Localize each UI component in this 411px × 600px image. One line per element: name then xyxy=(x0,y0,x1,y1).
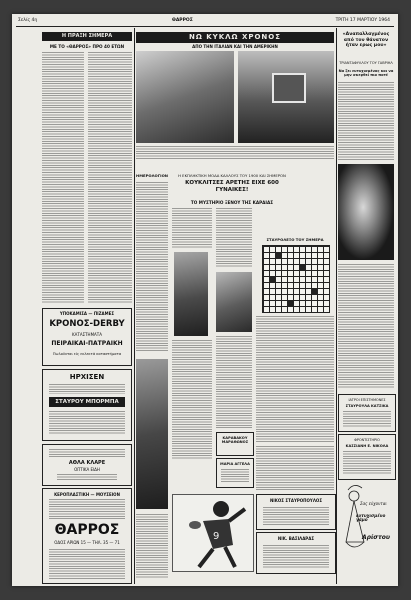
ad-athla-text xyxy=(49,449,125,457)
box-vasilaras-name: ΝΙΚ. ΒΑΣΙΛΑΡΑΣ xyxy=(277,536,315,541)
column-rule-1 xyxy=(134,28,135,584)
box-frontistirio-name: ΚΑΣΣΙΑΝΗ Ε. ΝΙΚΟΛΑ xyxy=(345,444,389,448)
ad-wedding xyxy=(338,482,394,582)
box-marathon-text: ΚΑΡΑΒΑΚΟΥ ΜΑΡΑΘΩΝΟΣ xyxy=(221,436,249,444)
mid-kicker: Η ΕΚΠΛΗΚΤΙΚΗ ΜΟΔΑ ΚΑΛΛΟΥΣ ΤΟΥ 1900 ΚΑΙ ΣΗΜΕΡΟΝ xyxy=(178,173,286,178)
newspaper-page xyxy=(12,14,398,586)
ad-athla-sub: ΟΠΤΙΚΑ ΕΙΔΗ xyxy=(74,467,100,472)
ad-wedding-line3: Αρίστου xyxy=(362,534,390,541)
box-maria xyxy=(216,458,254,488)
mid-text-2 xyxy=(172,340,212,460)
ad-tharros-text2 xyxy=(49,549,125,579)
mid-text-3 xyxy=(216,208,252,268)
box-vasilaras xyxy=(256,532,336,574)
photo-assembly-hall xyxy=(136,51,234,143)
ad-hrxisen-brand: ΣΤΑΥΡΟΥ ΜΠΟΡΜΠΑ xyxy=(49,397,125,407)
ad-kronos-note: Πωλούνται είς εκλεκτά καταστήματα xyxy=(52,352,122,356)
mid-subhead: ΤΟ ΜΥΣΤΗΡΙΟ ΞΕΝΟΥ ΤΗΣ ΚΑΡΔΙΑΣ xyxy=(190,200,274,205)
right-text-1 xyxy=(338,82,394,160)
ad-hrxisen-text1 xyxy=(49,384,125,394)
football-player-illustration xyxy=(172,494,254,572)
mid-text-4 xyxy=(216,336,252,428)
ad-kronos-brand: ΚΡΟΝΟΣ-DERBY xyxy=(49,319,125,329)
center-right-text xyxy=(256,446,334,490)
box-doctors-lines xyxy=(343,411,391,427)
framed-picture xyxy=(272,73,306,103)
header-rule xyxy=(16,26,394,27)
page-number: Σελίς 4η xyxy=(18,18,38,23)
crossword-clues xyxy=(256,316,334,442)
calendar-text xyxy=(136,182,168,352)
ad-tharros xyxy=(42,488,132,584)
left-article-text-col2 xyxy=(88,52,132,304)
ad-tharros-text xyxy=(49,499,125,519)
box-frontistirio xyxy=(338,434,396,480)
mid-text-1 xyxy=(172,208,212,248)
center-banner-sub: ΑΠΟ ΤΗΝ ΙΤΑΛΙΑΝ ΚΑΙ ΤΗΝ ΑΜΕΡΙΚΗΝ xyxy=(192,44,278,49)
left-article-text-col1 xyxy=(42,52,84,304)
ad-hrxisen-head: ΗΡΧΙΣΕΝ xyxy=(69,373,105,381)
calendar-head: ΗΜΕΡΟΛΟΓΙΟΝ xyxy=(136,173,168,178)
bride-illustration-icon xyxy=(338,482,394,582)
right-byline: ΤΡΙΑΝΤΑΦΥΛΛΟΥ ΤΟΥ ΓΑΒΡΙΗΛ xyxy=(339,61,393,65)
ad-wedding-line2: ευτυχισμένο γάμο xyxy=(356,513,386,523)
right-subhead: Να ζει ευτυχισμένος και να μην σκεφθεί πια ποτέ xyxy=(338,69,394,78)
box-frontistirio-lines xyxy=(343,451,391,475)
left-article-head: ΜΕ ΤΟ «ΘΑΡΡΟΣ» ΠΡΟ 40 ΕΤΩΝ xyxy=(49,44,125,49)
photo-woman-portrait xyxy=(338,164,394,260)
masthead: ΘΑΡΡΟΣ xyxy=(172,18,193,23)
box-doctors-title: ΙΑΤΡΟΙ ΕΠΙΣΤΗΜΟΝΕΣ xyxy=(348,398,386,402)
ad-athla-text2 xyxy=(57,474,117,481)
right-text-2 xyxy=(338,264,394,388)
photo-fashion-figure xyxy=(216,272,252,332)
center-banner: ΝΩ ΚΥΚΛΩ ΧΡΟΝΟΣ xyxy=(136,32,334,43)
ad-hrxisen xyxy=(42,369,132,441)
ad-kronos-derby xyxy=(42,308,132,366)
box-vasilaras-lines xyxy=(263,545,329,569)
column-rule-2 xyxy=(336,28,337,584)
photo-monument xyxy=(136,359,168,509)
left-title-bar: Η ΠΡΑΞΗ ΣΗΜΕΡΑ xyxy=(42,32,132,41)
ad-tharros-addr: ΟΔΟΣ ΑΡΙΩΝ 15 — ΤΗΛ. 35 — 71 xyxy=(54,540,120,545)
box-stavropoulos xyxy=(256,494,336,530)
box-stavropoulos-lines xyxy=(263,507,329,525)
photo-group-portrait xyxy=(238,51,334,143)
ad-wedding-line1: Σας εύχονται xyxy=(360,501,387,506)
box-maria-text: ΜΑΡΙΑ ΑΓΓΕΛΑ xyxy=(220,462,250,466)
box-frontistirio-title: ΦΡΟΝΤΙΣΤΗΡΙΟ xyxy=(354,438,380,442)
ad-athla-klare xyxy=(42,444,132,486)
ad-hrxisen-text2 xyxy=(49,411,125,435)
monument-text xyxy=(136,514,168,578)
issue-date: ΤΡΙΤΗ 17 ΜΑΡΤΙΟΥ 1964 xyxy=(335,18,390,23)
box-doctors-name: ΣΤΑΥΡΟΥΛΑ ΚΑΤΣΙΚΑ xyxy=(345,404,389,408)
ad-tharros-line: ΚΕΡΟΠΛΑΣΤΙΚΗ — ΜΟΥΣΕΙΟΝ xyxy=(54,492,120,497)
ad-tharros-brand: ΘΑΡΡΟΣ xyxy=(54,522,120,538)
ad-kronos-sub: ΚΑΤΑΣΤΗΜΑΤΑ xyxy=(72,332,102,337)
photo-tribal-woman xyxy=(174,252,208,336)
box-stavropoulos-name: ΝΙΚΟΣ ΣΤΑΥΡΟΠΟΥΛΟΣ xyxy=(269,498,323,503)
ad-kronos-name: ΠΕΙΡΑΙΚΑΙ-ΠΑΤΡΑΙΚΗ xyxy=(51,340,123,347)
ad-athla-name: ΑΘΛΑ ΚΛΑΡΕ xyxy=(68,460,106,466)
svg-text:9: 9 xyxy=(213,531,220,542)
crossword-grid xyxy=(262,245,330,313)
right-headline: «Αναπαλλαγμένος από τον θάνατον ήταν ερως μου» xyxy=(342,32,390,49)
ad-kronos-top: ΥΠΟΚΑΜΙΣΑ — ΠΙΖΑΜΕΣ xyxy=(59,311,115,316)
box-marathon xyxy=(216,432,254,456)
photo-caption xyxy=(136,146,334,160)
crossword-title: ΣΤΑΥΡΟΛΕΞΟ ΤΟΥ ΣΗΜΕΡΑ xyxy=(266,237,324,242)
football-player-icon xyxy=(173,495,253,571)
box-maria-lines xyxy=(221,469,249,483)
box-doctors xyxy=(338,394,396,432)
mid-headline: ΚΟΥΚΛΙΤΣΕΣ ΑΡΕΤΗΣ ΕΙΧΕ 600 ΓΥΝΑΙΚΕΣ! xyxy=(185,180,279,193)
